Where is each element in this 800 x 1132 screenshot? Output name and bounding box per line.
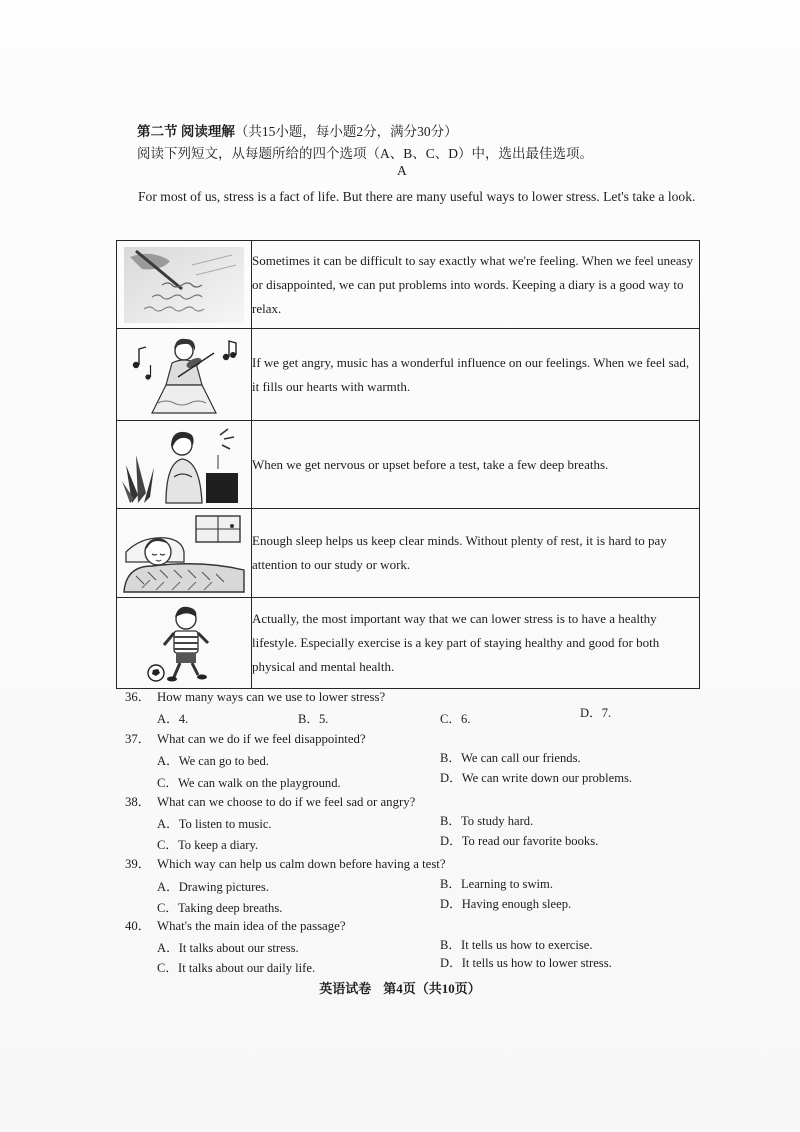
section-header [137, 120, 458, 140]
question-stem: What can we do if we feel disappointed? [157, 732, 366, 746]
option-d[interactable]: D．We can write down our problems. [440, 771, 633, 785]
option-d[interactable]: D．It tells us how to lower stress. [440, 956, 612, 970]
option-b[interactable]: B．To study hard. [440, 814, 534, 828]
option-a[interactable]: A．We can go to bed. [157, 754, 269, 768]
way-text: Actually, the most important way that we can lower stress is to have a healthy lifestyle. Especially exercise is a key part of staying healthy and good for both physical and mental health. [252, 598, 700, 689]
section-instruction: 阅读下列短文，从每题所给的四个选项（A、B、C、D）中，选出最佳选项。 [137, 146, 594, 161]
table-row [117, 598, 700, 689]
violin-music-image [122, 333, 246, 417]
way-text: Sometimes it can be difficult to say exactly what we're feeling. When we feel uneasy or disappointed, we can put problems into words. Keeping a diary is a good way to relax. [252, 241, 700, 329]
diary-writing-image [122, 245, 246, 325]
question-stem: What can we choose to do if we feel sad or angry? [157, 795, 416, 809]
page-footer [0, 978, 800, 997]
option-c[interactable]: C．6. [440, 712, 471, 726]
picture-cell [117, 421, 252, 509]
question-stem: How many ways can we use to lower stress? [157, 690, 386, 704]
way-text: If we get angry, music has a wonderful influence on our feelings. When we feel sad, it fills our hearts with warmth. [252, 329, 700, 421]
question-number: 38． [125, 795, 151, 809]
way-text: When we get nervous or upset before a test, take a few deep breaths. [252, 421, 700, 509]
footer-page-number: 第4页（共10页） [383, 981, 481, 996]
option-c[interactable]: C．Taking deep breaths. [157, 901, 283, 915]
table-row [117, 329, 700, 421]
picture-cell [117, 241, 252, 329]
way-text: Enough sleep helps us keep clear minds. Without plenty of rest, it is hard to pay attention to our study or work. [252, 509, 700, 598]
passage-intro: For most of us, stress is a fact of life. But there are many useful ways to lower stress. Let's take a look. [138, 189, 696, 204]
option-a[interactable]: A．4. [157, 712, 189, 726]
question-number: 39． [125, 857, 151, 871]
question-number: 37． [125, 732, 151, 746]
soccer-boy-image [122, 601, 246, 685]
deep-breath-image [122, 425, 246, 505]
option-c[interactable]: C．To keep a diary. [157, 838, 259, 852]
option-b[interactable]: B．Learning to swim. [440, 877, 553, 891]
question-stem: Which way can help us calm down before having a test? [157, 857, 446, 871]
section-scoring: （共15小题，每小题2分，满分30分） [234, 124, 458, 139]
option-d[interactable]: D．7. [580, 706, 612, 720]
option-b[interactable]: B．We can call our friends. [440, 751, 581, 765]
option-c[interactable]: C．It talks about our daily life. [157, 961, 316, 975]
sleeping-child-image [122, 512, 246, 594]
option-c[interactable]: C．We can walk on the playground. [157, 776, 341, 790]
passage-label: A [397, 163, 407, 178]
picture-cell [117, 329, 252, 421]
option-a[interactable]: A．Drawing pictures. [157, 880, 269, 894]
question-stem: What's the main idea of the passage? [157, 919, 346, 933]
question-number: 36． [125, 690, 151, 704]
option-b[interactable]: B．It tells us how to exercise. [440, 938, 593, 952]
table-row [117, 241, 700, 329]
footer-subject: 英语试卷 [319, 981, 372, 996]
section-title: 第二节 阅读理解 [137, 124, 235, 139]
picture-cell [117, 598, 252, 689]
option-d[interactable]: D．To read our favorite books. [440, 834, 599, 848]
picture-cell [117, 509, 252, 598]
option-a[interactable]: A．It talks about our stress. [157, 941, 299, 955]
table-row [117, 509, 700, 598]
table-row [117, 421, 700, 509]
option-d[interactable]: D．Having enough sleep. [440, 897, 572, 911]
question-number: 40． [125, 919, 151, 933]
option-b[interactable]: B．5. [298, 712, 329, 726]
ways-table [116, 240, 700, 689]
option-a[interactable]: A．To listen to music. [157, 817, 272, 831]
